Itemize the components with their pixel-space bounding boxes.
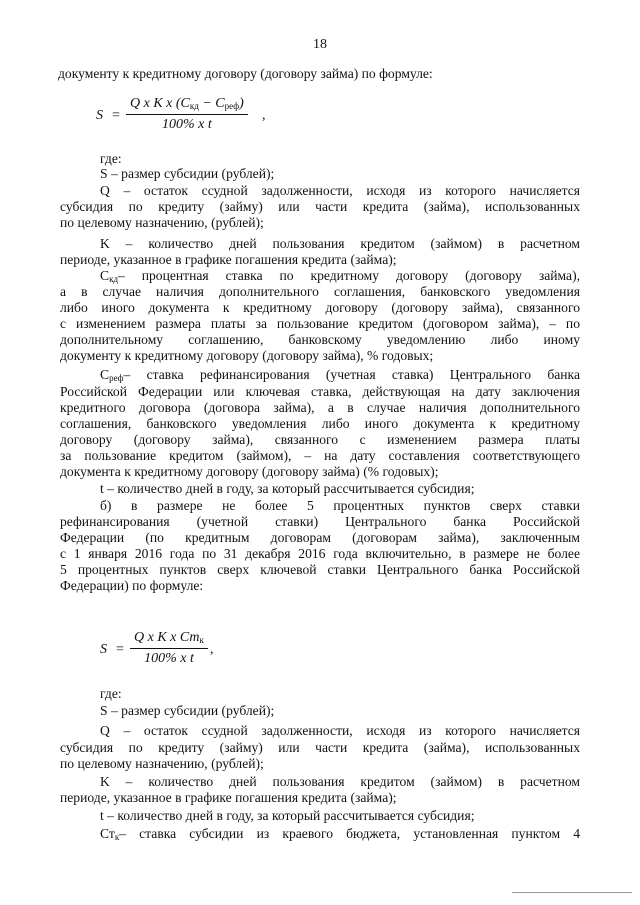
- clause-b-line2: рефинансирования (учетной ставки) Центрального банка Российской: [60, 514, 580, 529]
- def1-k-line1: K – количество дней пользования кредитом (займом) в расчетном: [100, 236, 580, 251]
- def1-cref-line4: соглашения, банковского уведомления либо иного документа к кредитному: [60, 416, 580, 431]
- formula-1-trailing: ,: [262, 108, 266, 123]
- def2-q-line2: субсидия по кредиту (займу) или части кредита (займа), использованных: [60, 740, 580, 755]
- ctk-symbol: $Ст_к$: [100, 826, 120, 842]
- page-number: 18: [313, 37, 327, 52]
- formula-1-eq: =: [112, 108, 120, 123]
- def2-s: S – размер субсидии (рублей);: [100, 703, 275, 718]
- def1-ckd-line6: документу к кредитному договору (договору займа), % годовых;: [60, 348, 434, 363]
- clause-b-line1: б) в размере не более 5 процентных пунктов сверх ставки: [100, 498, 580, 513]
- formula-2-trailing: ,: [210, 642, 214, 657]
- def1-cref-line6: за пользование кредитом (займом), – на дату составления соответствующего: [60, 448, 580, 463]
- formula-1-fraction: [126, 96, 248, 133]
- def1-t: t – количество дней в году, за который рассчитывается субсидия;: [100, 481, 475, 496]
- def1-ckd-line1: $С_{кд}$ – процентная ставка по кредитному договору (договору займа),: [100, 268, 580, 287]
- def2-t: t – количество дней в году, за который рассчитывается субсидия;: [100, 808, 475, 823]
- formula-2-eq: =: [116, 642, 124, 657]
- formula-1: [96, 96, 296, 136]
- def1-q-line3: по целевому назначению, (рублей);: [60, 215, 264, 230]
- def1-k-line2: периоде, указанное в графике погашения кредита (займа);: [60, 252, 397, 267]
- formula-2-numerator: Q x K x $Ст_к$: [130, 630, 208, 649]
- def1-cref-line5: договору (договору займа), связанного с изменением размера платы: [60, 432, 580, 447]
- clause-b-line4: с 1 января 2016 года по 31 декабря 2016 года включительно, в размере не более: [60, 546, 580, 561]
- def1-cref-line3: кредитного договора (договора займа), а в случае наличия дополнительного: [60, 400, 580, 415]
- formula-1-numerator: Q x K x $(С_{кд} - С_{реф})$: [126, 96, 248, 115]
- formula-2: [100, 630, 240, 670]
- cref-symbol: $С_{реф}$: [100, 367, 124, 383]
- def2-k-line1: K – количество дней пользования кредитом (займом) в расчетном: [100, 774, 580, 789]
- formula-2-fraction: [130, 630, 208, 667]
- formula-1-lhs: S: [96, 108, 103, 123]
- where-label-2: где:: [100, 686, 122, 701]
- where-label-1: где:: [100, 151, 122, 166]
- def2-k-line2: периоде, указанное в графике погашения кредита (займа);: [60, 790, 397, 805]
- def1-cref-line7: документа к кредитному договору (договору займа) (% годовых);: [60, 464, 439, 479]
- def2-q-line3: по целевому назначению, (рублей);: [60, 756, 264, 771]
- def1-ckd-line4: с изменением размера платы за пользование кредитом (договором займа), – по: [60, 316, 580, 331]
- def1-ckd-line5: дополнительному соглашению, банковскому уведомлению либо иному: [60, 332, 580, 347]
- ckd-symbol: $С_{кд}$: [100, 268, 119, 284]
- def1-ckd-line3: либо иного документа к кредитному договору (договору займа), связанного: [60, 300, 580, 315]
- def1-cref-line2: Российской Федерации или ключевая ставка, действующая на дату заключения: [60, 384, 580, 399]
- def1-cref-line1: $С_{реф}$ – ставка рефинансирования (учетная ставка) Центрального банка: [100, 367, 580, 386]
- formula-2-denominator: 100% x t: [144, 651, 194, 666]
- clause-b-line6: Федерации) по формуле:: [60, 578, 204, 593]
- clause-b-line5: 5 процентных пунктов сверх ключевой ставки Центрального банка Российской: [60, 562, 580, 577]
- def2-ctk-line1: $Ст_к$ – ставка субсидии из краевого бюджета, установленная пунктом 4: [100, 826, 580, 845]
- def1-ckd-line2: а в случае наличия дополнительного соглашения, банковского уведомления: [60, 284, 580, 299]
- formula-1-denominator: 100% x t: [161, 117, 212, 132]
- def1-q-line1: Q – остаток ссудной задолженности, исходя из которого начисляется: [100, 183, 580, 198]
- def2-q-line1: Q – остаток ссудной задолженности, исходя из которого начисляется: [100, 723, 580, 738]
- def1-s: S – размер субсидии (рублей);: [100, 166, 275, 181]
- clause-b-line3: Федерации (по кредитным договорам (договорам займа), заключенным: [60, 530, 580, 545]
- scan-edge-line: [512, 892, 632, 893]
- def1-q-line2: субсидия по кредиту (займу) или части кредита (займа), использованных: [60, 199, 580, 214]
- intro-text: документу к кредитному договору (договору займа) по формуле:: [58, 66, 433, 81]
- formula-2-lhs: S: [100, 642, 107, 657]
